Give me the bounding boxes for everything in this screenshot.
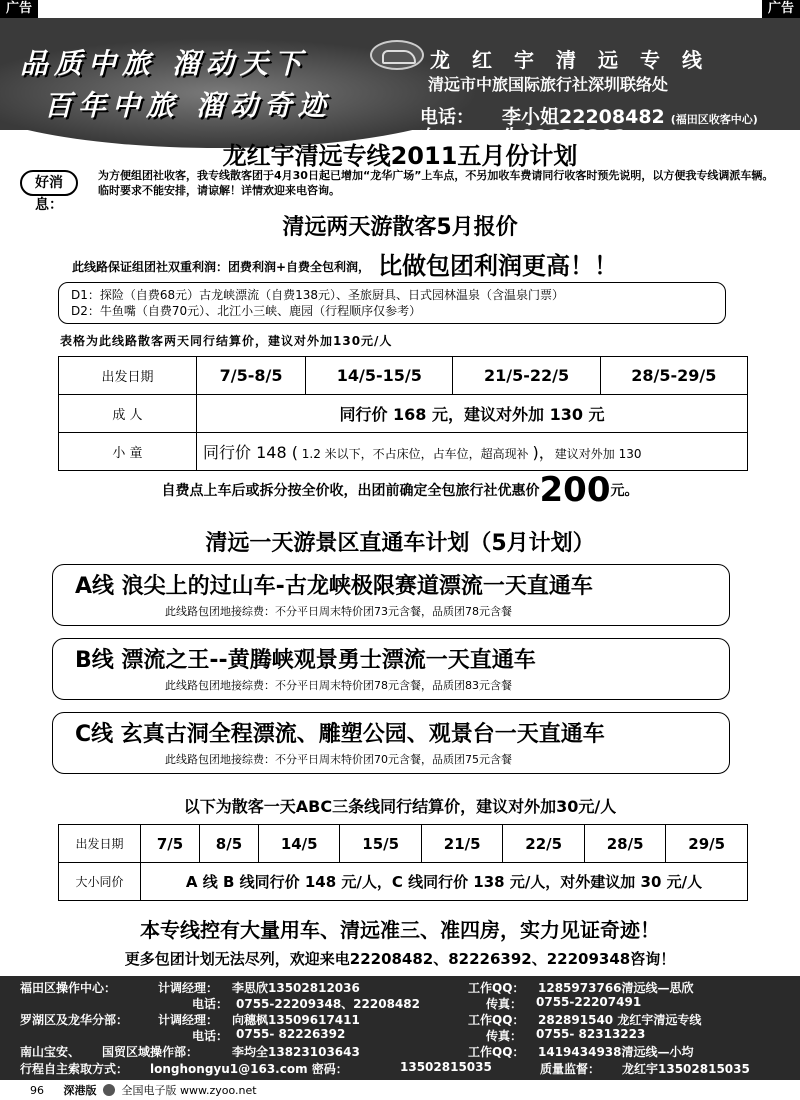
footer-row-4: 电话： 0755- 82226392 传真： 0755- 82313223 xyxy=(192,1027,646,1043)
abc-price: A 线 B 线同行价 148 元/人，C 线同行价 138 元/人，对外建议加 30 元/人 xyxy=(141,863,748,901)
line-a-title: A线 浪尖上的过山车-古龙峡极限赛道漂流一天直通车 xyxy=(75,574,593,599)
bottom-subtitle: 更多包团计划无法尽列，欢迎来电22208482、82226392、22209348咨询！ xyxy=(124,950,676,968)
date-cell: 28/5-29/5 xyxy=(600,357,747,395)
price-label: 大小同价 xyxy=(59,863,141,901)
brand-dot-icon xyxy=(103,1084,115,1096)
one-day-title: 清远一天游景区直通车计划（5月计划） xyxy=(205,531,595,556)
line-a-desc: 此线路包团地接综费：不分平日周末特价团73元含餐，品质团78元含餐 xyxy=(165,605,512,618)
date-cell: 14/5 xyxy=(258,825,339,863)
table-header-date: 出发日期 xyxy=(59,357,197,395)
line-c-box xyxy=(52,712,730,774)
two-day-price-table xyxy=(58,356,748,471)
selfpay-note: 自费点上车后或拆分按全价收，出团前确定全包旅行社优惠价200元。 xyxy=(161,470,639,510)
line-a-box xyxy=(52,564,730,626)
date-cell: 14/5-15/5 xyxy=(306,357,453,395)
line-b-desc: 此线路包团地接综费：不分平日周末特价团78元含餐，品质团83元含餐 xyxy=(165,679,512,692)
header-subtitle: 清远市中旅国际旅行社深圳联络处 xyxy=(428,75,669,94)
date-cell: 15/5 xyxy=(340,825,421,863)
abc-price-table xyxy=(58,824,748,901)
footer-row-3: 罗湖区及龙华分部： 计调经理： 向穗枫13509617411 工作QQ： 282891540 龙红宇清远专线 xyxy=(20,1013,702,1027)
good-news-badge: 好消息： xyxy=(20,170,78,196)
line-c-title: C线 玄真古洞全程漂流、雕塑公园、观景台一天直通车 xyxy=(75,722,605,747)
line-b-box xyxy=(52,638,730,700)
slogan-line-2: 百年中旅 溜动奇迹 xyxy=(44,89,332,122)
ad-label-right: 广告 xyxy=(762,0,800,18)
route-box xyxy=(58,282,726,324)
date-cell: 21/5-22/5 xyxy=(453,357,600,395)
route-day-1: D1：探险（自费68元）古龙峡漂流（自费138元）、圣旅厨具、日式园林温泉（含温泉门票） xyxy=(71,288,565,302)
date-cell: 29/5 xyxy=(666,825,748,863)
phone-row-1: 电话： 李小姐22208482 (福田区收客中心) xyxy=(420,106,758,128)
two-day-title: 清远两天游散客5月报价 xyxy=(282,215,518,240)
footer-row-1: 福田区操作中心： 计调经理： 李思欣13502812036 工作QQ： 1285973766清远线—思欣 xyxy=(20,981,694,995)
ad-label-left: 广告 xyxy=(0,0,38,18)
phone-row-2: 向 生82226392 ( 罗湖及龙华收客中心 ) xyxy=(420,126,750,148)
footer-row-5: 南山宝安、 国贸区域操作部： 李均全13823103643 工作QQ： 1419434938清远线—小均 xyxy=(20,1045,694,1059)
footer-row-6: 行程自主索取方式： longhongyu1@163.com 密码： 13502815035 质量监督： 龙红宇13502815035 xyxy=(20,1060,750,1076)
two-day-table-note: 表格为此线路散客两天同行结算价，建议对外加130元/人 xyxy=(60,334,393,348)
site-label: 全国电子版 www.zyoo.net xyxy=(121,1084,257,1097)
header-banner xyxy=(0,18,800,148)
child-price: 同行价 148 ( 1.2 米以下，不占床位，占车位，超高现补 )，建议对外加 130 xyxy=(197,433,748,471)
table-row xyxy=(59,395,748,433)
date-cell: 28/5 xyxy=(584,825,665,863)
page-footer xyxy=(30,1082,257,1098)
good-news-text: 为方便组团社收客，我专线散客团于4月30日起已增加“龙华广场”上车点，不另加收车费请同行收客时预先说明，以方便我专线调派车辆。临时要求不能安排，请谅解！详情欢迎来电咨询。 xyxy=(98,169,774,197)
table-row xyxy=(59,357,748,395)
edition-label: 深港版 xyxy=(63,1084,97,1097)
line-c-desc: 此线路包团地接综费：不分平日周末特价团70元含餐，品质团75元含餐 xyxy=(165,753,512,766)
page-number: 96 xyxy=(30,1084,44,1097)
contact-footer xyxy=(0,976,800,1080)
car-logo-icon xyxy=(370,40,424,70)
slogan-line-1: 品质中旅 溜动天下 xyxy=(20,47,308,80)
line-b-title: B线 漂流之王--黄腾峡观景勇士漂流一天直通车 xyxy=(75,648,536,673)
table-row xyxy=(59,863,748,901)
footer-row-2: 电话： 0755-22209348、22208482 传真： 0755-22207491 xyxy=(192,995,642,1011)
adult-label: 成 人 xyxy=(59,395,197,433)
date-cell: 7/5-8/5 xyxy=(197,357,306,395)
date-cell: 22/5 xyxy=(503,825,584,863)
table-header-date: 出发日期 xyxy=(59,825,141,863)
date-cell: 7/5 xyxy=(141,825,200,863)
table-row xyxy=(59,825,748,863)
adult-price: 同行价 168 元，建议对外加 130 元 xyxy=(197,395,748,433)
child-label: 小 童 xyxy=(59,433,197,471)
date-cell: 8/5 xyxy=(199,825,258,863)
page-title: 龙红宇清远专线2011五月份计划 xyxy=(222,142,578,170)
header-title: 龙红宇清远专线 xyxy=(430,48,724,72)
bottom-title: 本专线控有大量用车、清远准三、准四房，实力见证奇迹！ xyxy=(140,918,660,942)
profit-row: 此线路保证组团社双重利润：团费利润+自费全包利润， 比做包团利润更高！！ xyxy=(72,252,619,280)
date-cell: 21/5 xyxy=(421,825,502,863)
table-row xyxy=(59,433,748,471)
abc-note: 以下为散客一天ABC三条线同行结算价，建议对外加30元/人 xyxy=(183,797,617,816)
route-day-2: D2：牛鱼嘴（自费70元）、北江小三峡、鹿园（行程顺序仅参考） xyxy=(71,304,422,318)
